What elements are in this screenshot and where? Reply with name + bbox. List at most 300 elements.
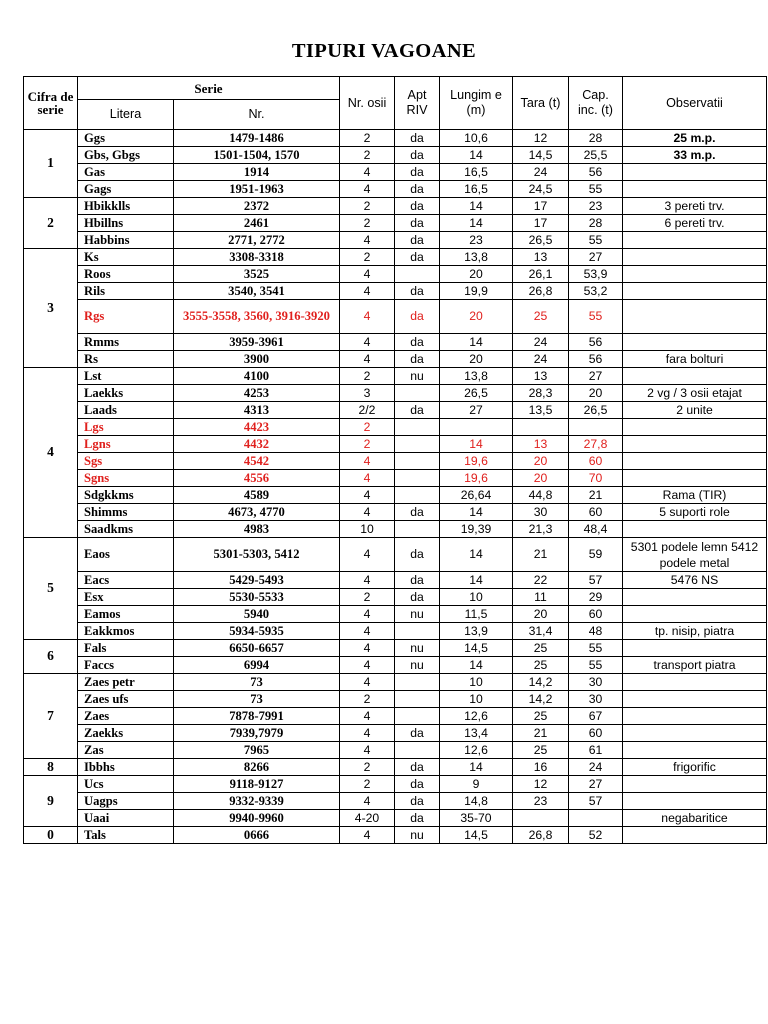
cell-nr: 73 xyxy=(174,674,340,691)
cell-tara: 21,3 xyxy=(513,521,569,538)
cell-litera: Eacs xyxy=(78,572,174,589)
table-row xyxy=(24,640,767,657)
cell-riv: da xyxy=(395,283,440,300)
table-row xyxy=(24,130,767,147)
cell-nr: 4983 xyxy=(174,521,340,538)
cell-tara: 11 xyxy=(513,589,569,606)
cell-tara: 31,4 xyxy=(513,623,569,640)
cell-osii: 4 xyxy=(340,725,395,742)
cell-cap: 29 xyxy=(569,589,623,606)
cell-lungime: 26,64 xyxy=(440,487,513,504)
cell-observatii xyxy=(623,368,767,385)
cell-lungime: 12,6 xyxy=(440,742,513,759)
cell-observatii xyxy=(623,232,767,249)
table-row xyxy=(24,487,767,504)
cell-lungime: 14,5 xyxy=(440,640,513,657)
cell-tara: 24 xyxy=(513,164,569,181)
cell-cap: 61 xyxy=(569,742,623,759)
cell-lungime: 14 xyxy=(440,538,513,572)
cell-observatii: 25 m.p. xyxy=(623,130,767,147)
cell-osii: 4 xyxy=(340,742,395,759)
cell-observatii xyxy=(623,436,767,453)
wagon-types-table xyxy=(23,76,767,844)
cell-litera: Sdgkkms xyxy=(78,487,174,504)
cell-nr: 4100 xyxy=(174,368,340,385)
cell-cifra: 9 xyxy=(24,776,78,827)
cell-litera: Hbikklls xyxy=(78,198,174,215)
cell-nr: 9332-9339 xyxy=(174,793,340,810)
cell-lungime: 14,8 xyxy=(440,793,513,810)
table-row xyxy=(24,232,767,249)
table-row xyxy=(24,215,767,232)
cell-cap: 55 xyxy=(569,232,623,249)
cell-litera: Sgs xyxy=(78,453,174,470)
table-row xyxy=(24,521,767,538)
cell-lungime: 19,9 xyxy=(440,283,513,300)
cell-osii: 4 xyxy=(340,504,395,521)
cell-lungime: 19,6 xyxy=(440,470,513,487)
cell-observatii xyxy=(623,674,767,691)
cell-cap: 67 xyxy=(569,708,623,725)
cell-lungime: 20 xyxy=(440,351,513,368)
cell-nr: 1479-1486 xyxy=(174,130,340,147)
cell-osii: 2 xyxy=(340,368,395,385)
cell-litera: Eakkmos xyxy=(78,623,174,640)
cell-tara xyxy=(513,419,569,436)
cell-cap: 53,2 xyxy=(569,283,623,300)
cell-nr: 73 xyxy=(174,691,340,708)
cell-observatii xyxy=(623,470,767,487)
cell-litera: Habbins xyxy=(78,232,174,249)
cell-nr: 3555-3558, 3560, 3916-3920 xyxy=(174,300,340,334)
cell-riv: da xyxy=(395,334,440,351)
cell-nr: 6994 xyxy=(174,657,340,674)
cell-nr: 4253 xyxy=(174,385,340,402)
cell-litera: Ibbhs xyxy=(78,759,174,776)
cell-cap: 59 xyxy=(569,538,623,572)
cell-nr: 7878-7991 xyxy=(174,708,340,725)
cell-tara: 25 xyxy=(513,657,569,674)
cell-riv xyxy=(395,487,440,504)
cell-observatii xyxy=(623,249,767,266)
cell-cap: 26,5 xyxy=(569,402,623,419)
cell-litera: Esx xyxy=(78,589,174,606)
cell-observatii xyxy=(623,776,767,793)
cell-tara: 25 xyxy=(513,742,569,759)
cell-cap: 30 xyxy=(569,691,623,708)
cell-tara: 26,5 xyxy=(513,232,569,249)
cell-riv xyxy=(395,436,440,453)
cell-observatii: Rama (TIR) xyxy=(623,487,767,504)
cell-osii: 4 xyxy=(340,283,395,300)
cell-nr: 4423 xyxy=(174,419,340,436)
page-title: TIPURI VAGOANE xyxy=(291,40,477,62)
cell-observatii xyxy=(623,164,767,181)
cell-nr: 4432 xyxy=(174,436,340,453)
cell-cap: 55 xyxy=(569,300,623,334)
cell-cap: 52 xyxy=(569,827,623,844)
cell-riv xyxy=(395,623,440,640)
cell-observatii: 33 m.p. xyxy=(623,147,767,164)
cell-osii: 4 xyxy=(340,674,395,691)
table-row xyxy=(24,708,767,725)
table-row xyxy=(24,181,767,198)
cell-litera: Tals xyxy=(78,827,174,844)
table-row xyxy=(24,538,767,572)
table-row xyxy=(24,453,767,470)
table-row xyxy=(24,657,767,674)
cell-riv: da xyxy=(395,351,440,368)
cell-observatii xyxy=(623,419,767,436)
cell-cap: 28 xyxy=(569,130,623,147)
table-row xyxy=(24,300,767,334)
cell-cap: 27 xyxy=(569,249,623,266)
cell-cifra: 5 xyxy=(24,538,78,640)
cell-lungime: 14 xyxy=(440,334,513,351)
cell-cap: 27,8 xyxy=(569,436,623,453)
cell-tara: 44,8 xyxy=(513,487,569,504)
cell-nr: 4589 xyxy=(174,487,340,504)
cell-osii: 4 xyxy=(340,351,395,368)
cell-observatii: 2 unite xyxy=(623,402,767,419)
cell-osii: 2 xyxy=(340,198,395,215)
cell-tara: 14,5 xyxy=(513,147,569,164)
header-riv: Apt RIV xyxy=(395,77,440,130)
cell-riv: da xyxy=(395,572,440,589)
cell-litera: Ks xyxy=(78,249,174,266)
cell-riv: da xyxy=(395,759,440,776)
cell-lungime: 26,5 xyxy=(440,385,513,402)
cell-cap: 55 xyxy=(569,657,623,674)
cell-cap: 55 xyxy=(569,181,623,198)
cell-osii: 2/2 xyxy=(340,402,395,419)
cell-osii: 2 xyxy=(340,436,395,453)
cell-lungime: 14,5 xyxy=(440,827,513,844)
cell-cap: 60 xyxy=(569,453,623,470)
header-osii: Nr. osii xyxy=(340,77,395,130)
cell-cap: 24 xyxy=(569,759,623,776)
header-obs: Observatii xyxy=(623,77,767,130)
cell-osii: 2 xyxy=(340,419,395,436)
cell-riv: da xyxy=(395,181,440,198)
cell-osii: 4 xyxy=(340,300,395,334)
cell-observatii: transport piatra xyxy=(623,657,767,674)
cell-nr: 1914 xyxy=(174,164,340,181)
table-row xyxy=(24,368,767,385)
cell-nr: 3900 xyxy=(174,351,340,368)
cell-tara: 25 xyxy=(513,640,569,657)
cell-observatii xyxy=(623,521,767,538)
cell-observatii: frigorific xyxy=(623,759,767,776)
cell-osii: 4 xyxy=(340,827,395,844)
cell-tara: 20 xyxy=(513,606,569,623)
cell-lungime: 9 xyxy=(440,776,513,793)
cell-nr: 7939,7979 xyxy=(174,725,340,742)
cell-tara xyxy=(513,810,569,827)
cell-nr: 5530-5533 xyxy=(174,589,340,606)
cell-nr: 8266 xyxy=(174,759,340,776)
cell-cifra: 3 xyxy=(24,249,78,368)
cell-cap: 70 xyxy=(569,470,623,487)
cell-osii: 3 xyxy=(340,385,395,402)
cell-riv xyxy=(395,453,440,470)
cell-tara: 30 xyxy=(513,504,569,521)
cell-observatii xyxy=(623,606,767,623)
table-row xyxy=(24,266,767,283)
cell-nr: 5429-5493 xyxy=(174,572,340,589)
cell-litera: Ucs xyxy=(78,776,174,793)
cell-nr: 5301-5303, 5412 xyxy=(174,538,340,572)
cell-litera: Rs xyxy=(78,351,174,368)
cell-osii: 2 xyxy=(340,147,395,164)
cell-riv: da xyxy=(395,725,440,742)
table-row xyxy=(24,334,767,351)
cell-riv xyxy=(395,521,440,538)
table-body xyxy=(24,130,767,844)
cell-litera: Saadkms xyxy=(78,521,174,538)
cell-lungime: 14 xyxy=(440,572,513,589)
cell-cap: 56 xyxy=(569,334,623,351)
cell-cifra: 4 xyxy=(24,368,78,538)
cell-lungime: 14 xyxy=(440,198,513,215)
table-row xyxy=(24,725,767,742)
cell-observatii xyxy=(623,589,767,606)
cell-litera: Zaes ufs xyxy=(78,691,174,708)
table-row xyxy=(24,606,767,623)
cell-riv xyxy=(395,419,440,436)
cell-cap: 55 xyxy=(569,640,623,657)
cell-nr: 5940 xyxy=(174,606,340,623)
table-row xyxy=(24,470,767,487)
cell-osii: 2 xyxy=(340,759,395,776)
table-row xyxy=(24,249,767,266)
cell-cifra: 2 xyxy=(24,198,78,249)
cell-osii: 4 xyxy=(340,334,395,351)
cell-lungime: 14 xyxy=(440,759,513,776)
cell-osii: 2 xyxy=(340,776,395,793)
cell-observatii xyxy=(623,725,767,742)
table-row xyxy=(24,572,767,589)
cell-nr: 1501-1504, 1570 xyxy=(174,147,340,164)
cell-nr: 4542 xyxy=(174,453,340,470)
header-tara: Tara (t) xyxy=(513,77,569,130)
cell-lungime: 11,5 xyxy=(440,606,513,623)
cell-litera: Rils xyxy=(78,283,174,300)
cell-nr: 2771, 2772 xyxy=(174,232,340,249)
cell-observatii xyxy=(623,640,767,657)
cell-observatii: 5476 NS xyxy=(623,572,767,589)
cell-nr: 7965 xyxy=(174,742,340,759)
cell-nr: 0666 xyxy=(174,827,340,844)
cell-riv xyxy=(395,266,440,283)
cell-observatii xyxy=(623,691,767,708)
cell-osii: 4 xyxy=(340,470,395,487)
cell-litera: Lgs xyxy=(78,419,174,436)
table-header xyxy=(24,77,767,130)
cell-riv: da xyxy=(395,504,440,521)
cell-osii: 4 xyxy=(340,708,395,725)
cell-riv: nu xyxy=(395,640,440,657)
cell-observatii xyxy=(623,793,767,810)
cell-observatii xyxy=(623,827,767,844)
cell-lungime: 19,6 xyxy=(440,453,513,470)
table-row xyxy=(24,674,767,691)
cell-lungime: 10 xyxy=(440,691,513,708)
cell-lungime: 13,8 xyxy=(440,368,513,385)
cell-osii: 4 xyxy=(340,453,395,470)
cell-osii: 4 xyxy=(340,487,395,504)
cell-riv: da xyxy=(395,164,440,181)
cell-cap xyxy=(569,419,623,436)
cell-riv: nu xyxy=(395,657,440,674)
cell-cifra: 8 xyxy=(24,759,78,776)
cell-riv xyxy=(395,742,440,759)
cell-tara: 26,1 xyxy=(513,266,569,283)
cell-litera: Faccs xyxy=(78,657,174,674)
cell-observatii: tp. nisip, piatra xyxy=(623,623,767,640)
header-cap: Cap. inc. (t) xyxy=(569,77,623,130)
cell-nr: 4673, 4770 xyxy=(174,504,340,521)
cell-tara: 26,8 xyxy=(513,827,569,844)
table-row xyxy=(24,793,767,810)
cell-tara: 25 xyxy=(513,300,569,334)
cell-cap: 53,9 xyxy=(569,266,623,283)
table-row xyxy=(24,147,767,164)
table-row xyxy=(24,776,767,793)
cell-nr: 9118-9127 xyxy=(174,776,340,793)
cell-riv xyxy=(395,385,440,402)
cell-osii: 2 xyxy=(340,249,395,266)
cell-lungime: 14 xyxy=(440,147,513,164)
table-row xyxy=(24,827,767,844)
cell-observatii xyxy=(623,334,767,351)
header-litera: Litera xyxy=(78,100,174,130)
cell-osii: 2 xyxy=(340,589,395,606)
cell-litera: Shimms xyxy=(78,504,174,521)
cell-riv xyxy=(395,708,440,725)
cell-tara: 14,2 xyxy=(513,691,569,708)
cell-cap: 56 xyxy=(569,164,623,181)
cell-riv: da xyxy=(395,810,440,827)
cell-osii: 4 xyxy=(340,538,395,572)
cell-lungime: 16,5 xyxy=(440,164,513,181)
cell-lungime: 13,8 xyxy=(440,249,513,266)
cell-riv: da xyxy=(395,300,440,334)
cell-observatii: 6 pereti trv. xyxy=(623,215,767,232)
cell-observatii: fara bolturi xyxy=(623,351,767,368)
cell-lungime: 27 xyxy=(440,402,513,419)
cell-litera: Sgns xyxy=(78,470,174,487)
table-row xyxy=(24,623,767,640)
header-cifra: Cifra de serie xyxy=(24,77,78,130)
cell-lungime xyxy=(440,419,513,436)
cell-tara: 13 xyxy=(513,368,569,385)
cell-osii: 10 xyxy=(340,521,395,538)
cell-riv: da xyxy=(395,215,440,232)
cell-riv: da xyxy=(395,538,440,572)
cell-litera: Rgs xyxy=(78,300,174,334)
cell-cap: 57 xyxy=(569,572,623,589)
table-row xyxy=(24,164,767,181)
cell-tara: 24,5 xyxy=(513,181,569,198)
cell-tara: 21 xyxy=(513,725,569,742)
cell-litera: Gbs, Gbgs xyxy=(78,147,174,164)
cell-lungime: 10 xyxy=(440,589,513,606)
cell-lungime: 14 xyxy=(440,436,513,453)
cell-cap: 48 xyxy=(569,623,623,640)
cell-cap: 27 xyxy=(569,368,623,385)
cell-lungime: 10,6 xyxy=(440,130,513,147)
cell-observatii xyxy=(623,283,767,300)
cell-lungime: 14 xyxy=(440,215,513,232)
table-row xyxy=(24,385,767,402)
cell-riv: da xyxy=(395,793,440,810)
cell-riv: da xyxy=(395,232,440,249)
cell-lungime: 14 xyxy=(440,504,513,521)
cell-cifra: 1 xyxy=(24,130,78,198)
cell-riv: nu xyxy=(395,827,440,844)
cell-litera: Roos xyxy=(78,266,174,283)
cell-cap: 30 xyxy=(569,674,623,691)
cell-litera: Rmms xyxy=(78,334,174,351)
cell-tara: 24 xyxy=(513,334,569,351)
cell-tara: 13 xyxy=(513,436,569,453)
cell-observatii: 5 suporti role xyxy=(623,504,767,521)
cell-lungime: 16,5 xyxy=(440,181,513,198)
cell-lungime: 12,6 xyxy=(440,708,513,725)
cell-nr: 6650-6657 xyxy=(174,640,340,657)
cell-observatii xyxy=(623,181,767,198)
cell-riv: da xyxy=(395,589,440,606)
cell-observatii: negabaritice xyxy=(623,810,767,827)
cell-osii: 4 xyxy=(340,232,395,249)
cell-observatii xyxy=(623,266,767,283)
cell-cifra: 7 xyxy=(24,674,78,759)
cell-nr: 9940-9960 xyxy=(174,810,340,827)
cell-cap: 60 xyxy=(569,606,623,623)
cell-nr: 4313 xyxy=(174,402,340,419)
cell-cap: 27 xyxy=(569,776,623,793)
cell-tara: 22 xyxy=(513,572,569,589)
cell-nr: 1951-1963 xyxy=(174,181,340,198)
cell-nr: 3525 xyxy=(174,266,340,283)
table-row xyxy=(24,402,767,419)
cell-riv xyxy=(395,674,440,691)
cell-nr: 3540, 3541 xyxy=(174,283,340,300)
header-lungime: Lungim e (m) xyxy=(440,77,513,130)
table-row xyxy=(24,691,767,708)
cell-cap: 60 xyxy=(569,725,623,742)
cell-cap: 48,4 xyxy=(569,521,623,538)
cell-lungime: 13,4 xyxy=(440,725,513,742)
cell-osii: 2 xyxy=(340,130,395,147)
cell-cap: 23 xyxy=(569,198,623,215)
cell-observatii: 3 pereti trv. xyxy=(623,198,767,215)
cell-tara: 17 xyxy=(513,215,569,232)
table-row xyxy=(24,436,767,453)
cell-cap: 57 xyxy=(569,793,623,810)
cell-osii: 4-20 xyxy=(340,810,395,827)
cell-cap: 28 xyxy=(569,215,623,232)
cell-osii: 4 xyxy=(340,181,395,198)
table-row xyxy=(24,283,767,300)
cell-litera: Eaos xyxy=(78,538,174,572)
cell-osii: 4 xyxy=(340,606,395,623)
table-row xyxy=(24,810,767,827)
cell-riv: da xyxy=(395,776,440,793)
cell-cifra: 6 xyxy=(24,640,78,674)
cell-tara: 26,8 xyxy=(513,283,569,300)
